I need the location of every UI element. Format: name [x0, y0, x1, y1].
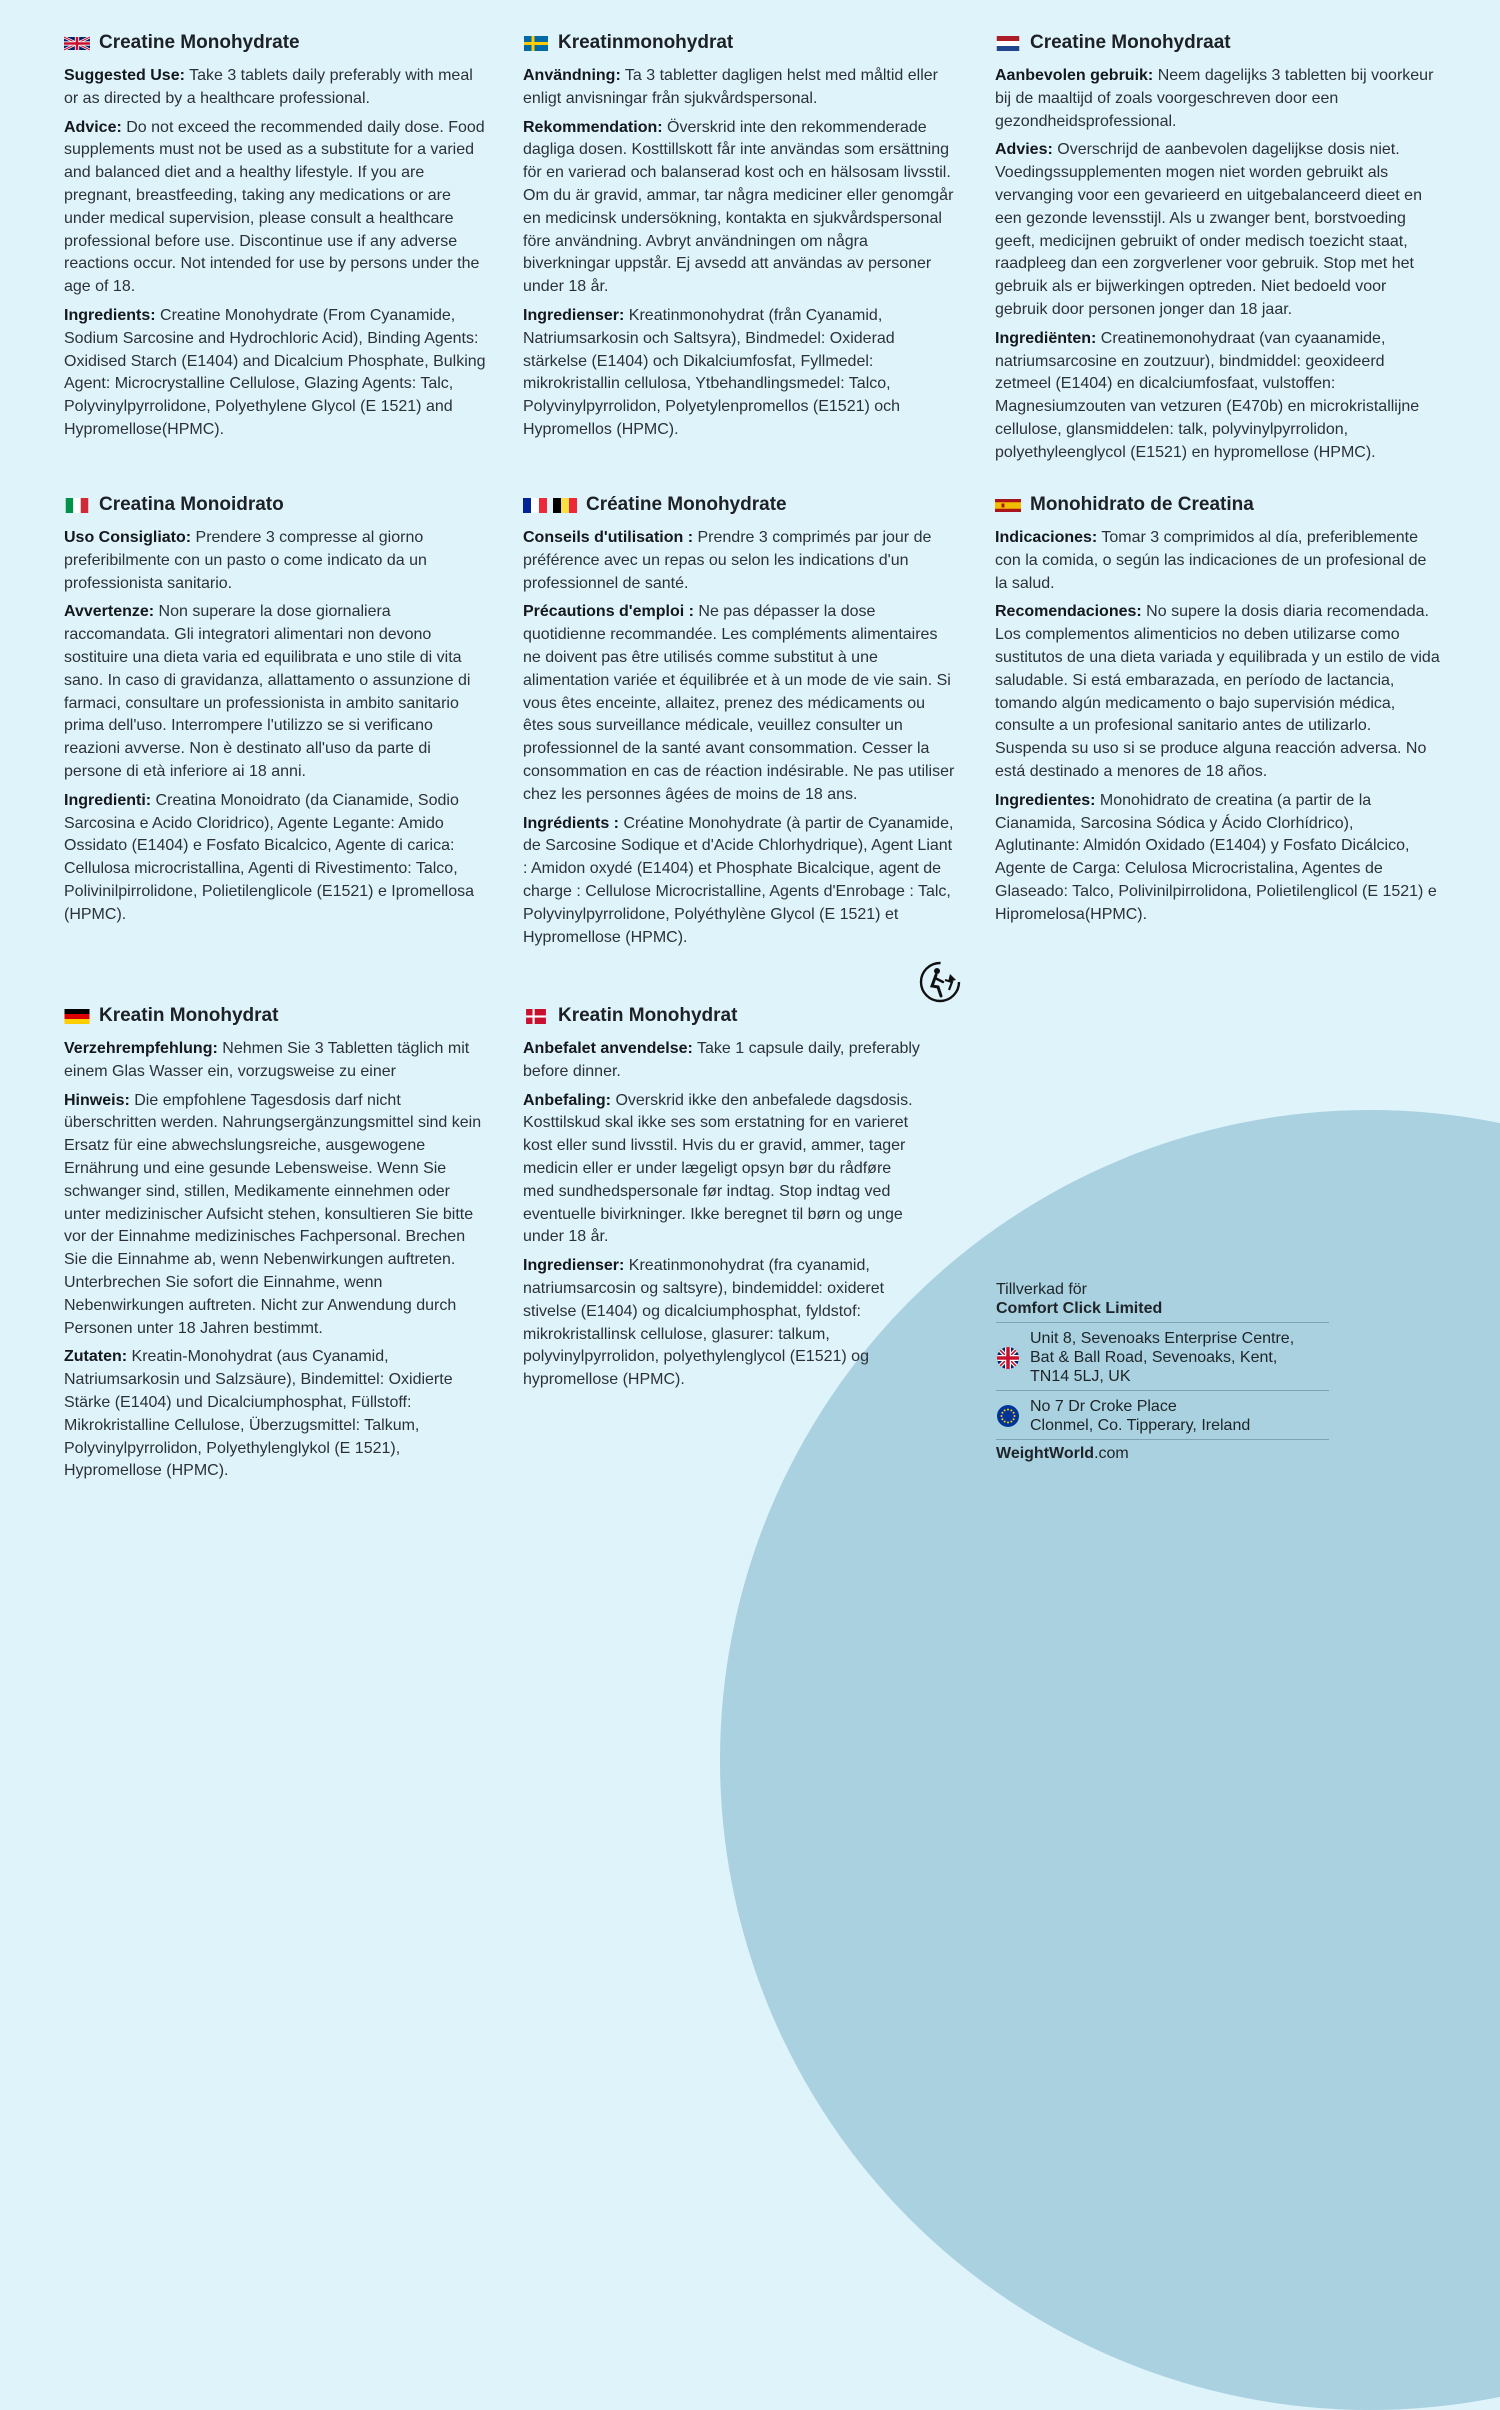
eu-flag-icon	[996, 1404, 1020, 1428]
section-swedish	[523, 32, 955, 448]
address-line: No 7 Dr Croke Place	[1030, 1398, 1177, 1415]
uk-address	[996, 1322, 1329, 1390]
address-line: Clonmel, Co. Tipperary, Ireland	[1030, 1417, 1251, 1434]
spain-flag-icon	[995, 498, 1021, 513]
section-heading	[995, 32, 1440, 54]
germany-flag-icon	[64, 1009, 90, 1024]
company-name: Comfort Click Limited	[996, 1300, 1163, 1317]
section-title: Creatine Monohydraat	[1030, 32, 1231, 53]
section-danish	[523, 1005, 923, 1398]
section-title: Kreatin Monohydrat	[99, 1005, 279, 1026]
website-name: WeightWorld	[996, 1445, 1095, 1462]
italy-flag-icon	[64, 498, 90, 513]
sweden-flag-icon	[523, 36, 549, 51]
section-title: Kreatinmonohydrat	[558, 32, 734, 53]
denmark-flag-icon	[523, 1009, 549, 1024]
ingredients: Ingredienser: Kreatinmonohydrat (från Cyanamid, Natriumsarkosin och Saltsyra), Bindmedel: Oxiderad stärkelse (E1404) och Dikalciumfosfat, Fyllmedel: mikrokristallin cellulosa, Ytbehandlingsmedel: Talco, Polyvinylpyrrolidon, Polyetylenpromellos (E1521) och Hypromellos (HPMC).	[523, 306, 901, 438]
suggested-use: Indicaciones: Tomar 3 comprimidos al día, preferiblemente con la comida, o según las indicaciones de un profesional de la salud.	[995, 529, 1427, 592]
ingredients: Zutaten: Kreatin-Monohydrat (aus Cyanamid, Natriumsarkosin und Salzsäure), Bindemittel: Oxidierte Stärke (E1404) und Dicalciumphosphat, Füllstoff: Mikrokristalline Cellulose, Überzugsmittel: Talkum, Polyvinylpyrrolidon, Polyethylenglykol (E 1521), Hypromellose (HPMC).	[64, 1348, 453, 1480]
section-heading	[64, 494, 489, 516]
section-heading	[523, 1005, 923, 1027]
section-german	[64, 1005, 489, 1489]
ingredients: Ingredienti: Creatina Monoidrato (da Cianamide, Sodio Sarcosina e Acido Cloridrico), Agente Legante: Amido Ossidato (E1404) e Fosfato Bicalcico, Agente di carica: Cellulosa microcristallina, Agenti di Rivestimento: Talco, Polivinilpirrolidone, Polietilenglicole (E1521) e Ipromellosa (HPMC).	[64, 791, 474, 923]
address-line: Unit 8, Sevenoaks Enterprise Centre,	[1030, 1330, 1295, 1347]
uk-flag-icon	[64, 36, 90, 51]
manufacturer-info	[996, 1280, 1329, 1463]
made-for-label: Tillverkad för	[996, 1281, 1087, 1298]
section-english	[64, 32, 489, 448]
section-heading	[64, 32, 489, 54]
section-title: Créatine Monohydrate	[586, 494, 787, 515]
advice: Recomendaciones: No supere la dosis diaria recomendada. Los complementos alimenticios no deben utilizarse como sustitutos de una dieta variada y equilibrada y un estilo de vida saludable. Si está embarazada, en período de lactancia, tomando algún medicamento o bajo supervisión médica, consulte a un profesional sanitario antes de utilizarlo. Suspenda su uso si se produce alguna reacción adversa. No está destinado a menores de 18 años.	[995, 603, 1440, 780]
advice: Advies: Overschrijd de aanbevolen dagelijkse dosis niet. Voedingssupplementen mogen niet worden gebruikt als vervanging voor een gevarieerd en uitgebalanceerd dieet en een gezonde levensstijl. Als u zwanger bent, borstvoeding geeft, medicijnen gebruikt of onder medisch toezicht staat, raadpleeg dan een zorgverlener voor gebruik. Stop met het gebruik als er bijwerkingen optreden. Niet bedoeld voor gebruik door personen jonger dan 18 jaar.	[995, 141, 1422, 318]
section-title: Creatine Monohydrate	[99, 32, 300, 53]
section-title: Monohidrato de Creatina	[1030, 494, 1254, 515]
suggested-use: Uso Consigliato: Prendere 3 compresse al giorno preferibilmente con un pasto o come indicato da un professionista sanitario.	[64, 529, 427, 592]
section-title: Creatina Monoidrato	[99, 494, 284, 515]
section-title: Kreatin Monohydrat	[558, 1005, 738, 1026]
suggested-use: Anbefalet anvendelse: Take 1 capsule daily, preferably before dinner.	[523, 1040, 920, 1080]
suggested-use: Användning: Ta 3 tabletter dagligen helst med måltid eller enligt anvisningar från sjukvårdspersonal.	[523, 67, 938, 107]
website	[996, 1439, 1329, 1463]
section-heading	[995, 494, 1440, 516]
netherlands-flag-icon	[995, 36, 1021, 51]
advice: Anbefaling: Overskrid ikke den anbefalede dagsdosis. Kosttilskud skal ikke ses som erstatning for en varieret kost eller sund livsstil. Hvis du er gravid, ammer, tager medicin eller er under lægeligt opsyn bør du rådføre med sundhedspersonale før indtag. Stop indtag ved eventuelle bivirkninger. Ikke beregnet til børn og unge under 18 år.	[523, 1091, 913, 1246]
suggested-use: Verzehrempfehlung: Nehmen Sie 3 Tabletten täglich mit einem Glas Wasser ein, vorzugsweise zu einer	[64, 1040, 470, 1080]
advice: Avvertenze: Non superare la dose giornaliera raccomandata. Gli integratori alimentari non devono sostituire una dieta varia ed equilibrata e uno stile di vita sano. In caso di gravidanza, allattamento o assunzione di farmaci, consultare un professionista in ambito sanitario prima dell'uso. Interrompere l'utilizzo se si verificano reazioni avverse. Non è destinato all'uso da parte di persone di età inferiore ai 18 anni.	[64, 603, 471, 780]
ingredients: Ingrediënten: Creatinemonohydraat (van cyaanamide, natriumsarcosine en zoutzuur), bindmiddel: geoxideerd zetmeel (E1404) en dicalciumfosfaat, vulstoffen: Magnesiumzouten van vetzuren (E470b) en microkristallijne cellulose, glansmiddelen: talk, polyvinylpyrrolidon, polyethyleenglycol (E1521) en hypromellose (HPMC).	[995, 329, 1420, 461]
advice: Advice: Do not exceed the recommended daily dose. Food supplements must not be used as a substitute for a varied and balanced diet and a healthy lifestyle. If you are pregnant, breastfeeding, taking any medications or are under medical supervision, please consult a healthcare professional before use. Discontinue use if any adverse reactions occur. Not intended for use by persons under the age of 18.	[64, 118, 485, 296]
section-heading	[64, 1005, 489, 1027]
uk-flag-icon	[996, 1346, 1020, 1370]
suggested-use: Suggested Use: Take 3 tablets daily preferably with meal or as directed by a healthcare professional.	[64, 67, 473, 107]
address-line: TN14 5LJ, UK	[1030, 1368, 1131, 1385]
advice: Hinweis: Die empfohlene Tagesdosis darf nicht überschritten werden. Nahrungsergänzungsmittel sind kein Ersatz für eine abwechslungsreiche, ausgewogene Ernährung und eine gesunde Lebensweise. Wenn Sie schwanger sind, stillen, Medikamente einnehmen oder unter medizinischer Aufsicht stehen, konsultieren Sie bitte vor der Einnahme medizinisches Fachpersonal. Brechen Sie die Einnahme ab, wenn Nebenwirkungen auftreten. Unterbrechen Sie sofort die Einnahme, wenn Nebenwirkungen auftreten. Nicht zur Anwendung durch Personen unter 18 Jahren bestimmt.	[64, 1091, 482, 1337]
suggested-use: Aanbevolen gebruik: Neem dagelijks 3 tabletten bij voorkeur bij de maaltijd of zoals voorgeschreven door een gezondheidsprofessional.	[995, 67, 1434, 130]
section-spanish	[995, 494, 1440, 933]
section-italian	[64, 494, 489, 933]
ingredients: Ingredients: Creatine Monohydrate (From Cyanamide, Sodium Sarcosine and Hydrochloric Acid), Binding Agents: Oxidised Starch (E1404) and Dicalcium Phosphate, Bulking Agent: Microcrystalline Cellulose, Glazing Agents: Talc, Polyvinylpyrrolidone, Polyethylene Glycol (E 1521) and Hypromellose(HPMC).	[64, 306, 486, 438]
section-heading	[523, 32, 955, 54]
ingredients: Ingredienser: Kreatinmonohydrat (fra cyanamid, natriumsarcosin og saltsyre), bindemiddel: oxideret stivelse (E1404) og dicalciumphosphat, fyldstof: mikrokristallinsk cellulose, glasurer: talkum, polyvinylpyrrolidon, polyethylenglycol (E1521) og hypromellose (HPMC).	[523, 1257, 885, 1389]
advice: Rekommendation: Överskrid inte den rekommenderade dagliga dosen. Kosttillskott får inte användas som ersättning för en varierad och balanserad kost och en hälsosam livsstil. Om du är gravid, ammar, tar några mediciner eller genomgår en medicinsk undersökning, kontakta en sjukvårdspersonal före användning. Avbryt användningen om några biverkningar uppstår. Ej avsedd att användas av personer under 18 år.	[523, 118, 954, 296]
website-suffix: .com	[1094, 1445, 1129, 1462]
advice: Précautions d'emploi : Ne pas dépasser la dose quotidienne recommandée. Les compléments alimentaires ne doivent pas être utilisés comme substitut à une alimentation variée et équilibrée et à un mode de vie sain. Si vous êtes enceinte, allaitez, prenez des médicaments ou êtes sous surveillance médicale, veuillez consulter un professionnel de la santé avant consommation. Cesser la consommation en cas de réaction indésirable. Ne pas utiliser chez les personnes âgées de moins de 18 ans.	[523, 603, 955, 803]
section-heading	[523, 494, 955, 516]
suggested-use: Conseils d'utilisation : Prendre 3 comprimés par jour de préférence avec un repas ou selon les indications d'un professionnel de santé.	[523, 529, 932, 592]
section-french	[523, 494, 955, 955]
ingredients: Ingrédients : Créatine Monohydrate (à partir de Cyanamide, de Sarcosine Sodique et d'Acide Chlorhydrique), Agent Liant : Amidon oxydé (E1404) et Phosphate Bicalcique, agent de charge : Cellulose Microcristalline, Agents d'Enrobage : Talc, Polyvinylpyrrolidone, Polyéthylène Glycol (E 1521) et Hypromellose (HPMC).	[523, 814, 954, 946]
section-dutch	[995, 32, 1440, 471]
eu-address	[996, 1390, 1329, 1439]
address-line: Bat & Ball Road, Sevenoaks, Kent,	[1030, 1349, 1278, 1366]
ingredients: Ingredientes: Monohidrato de creatina (a partir de la Cianamida, Sarcosina Sódica y Ácido Clorhídrico), Aglutinante: Almidón Oxidado (E1404) y Fosfato Dicálcico, Agente de Carga: Celulosa Microcristalina, Agentes de Glaseado: Talco, Polivinilpirrolidona, Polietilenglicol (E 1521) e Hipromelosa(HPMC).	[995, 791, 1437, 923]
recycling-symbol-icon	[918, 960, 962, 1004]
france-belgium-flag-icon	[523, 498, 577, 513]
